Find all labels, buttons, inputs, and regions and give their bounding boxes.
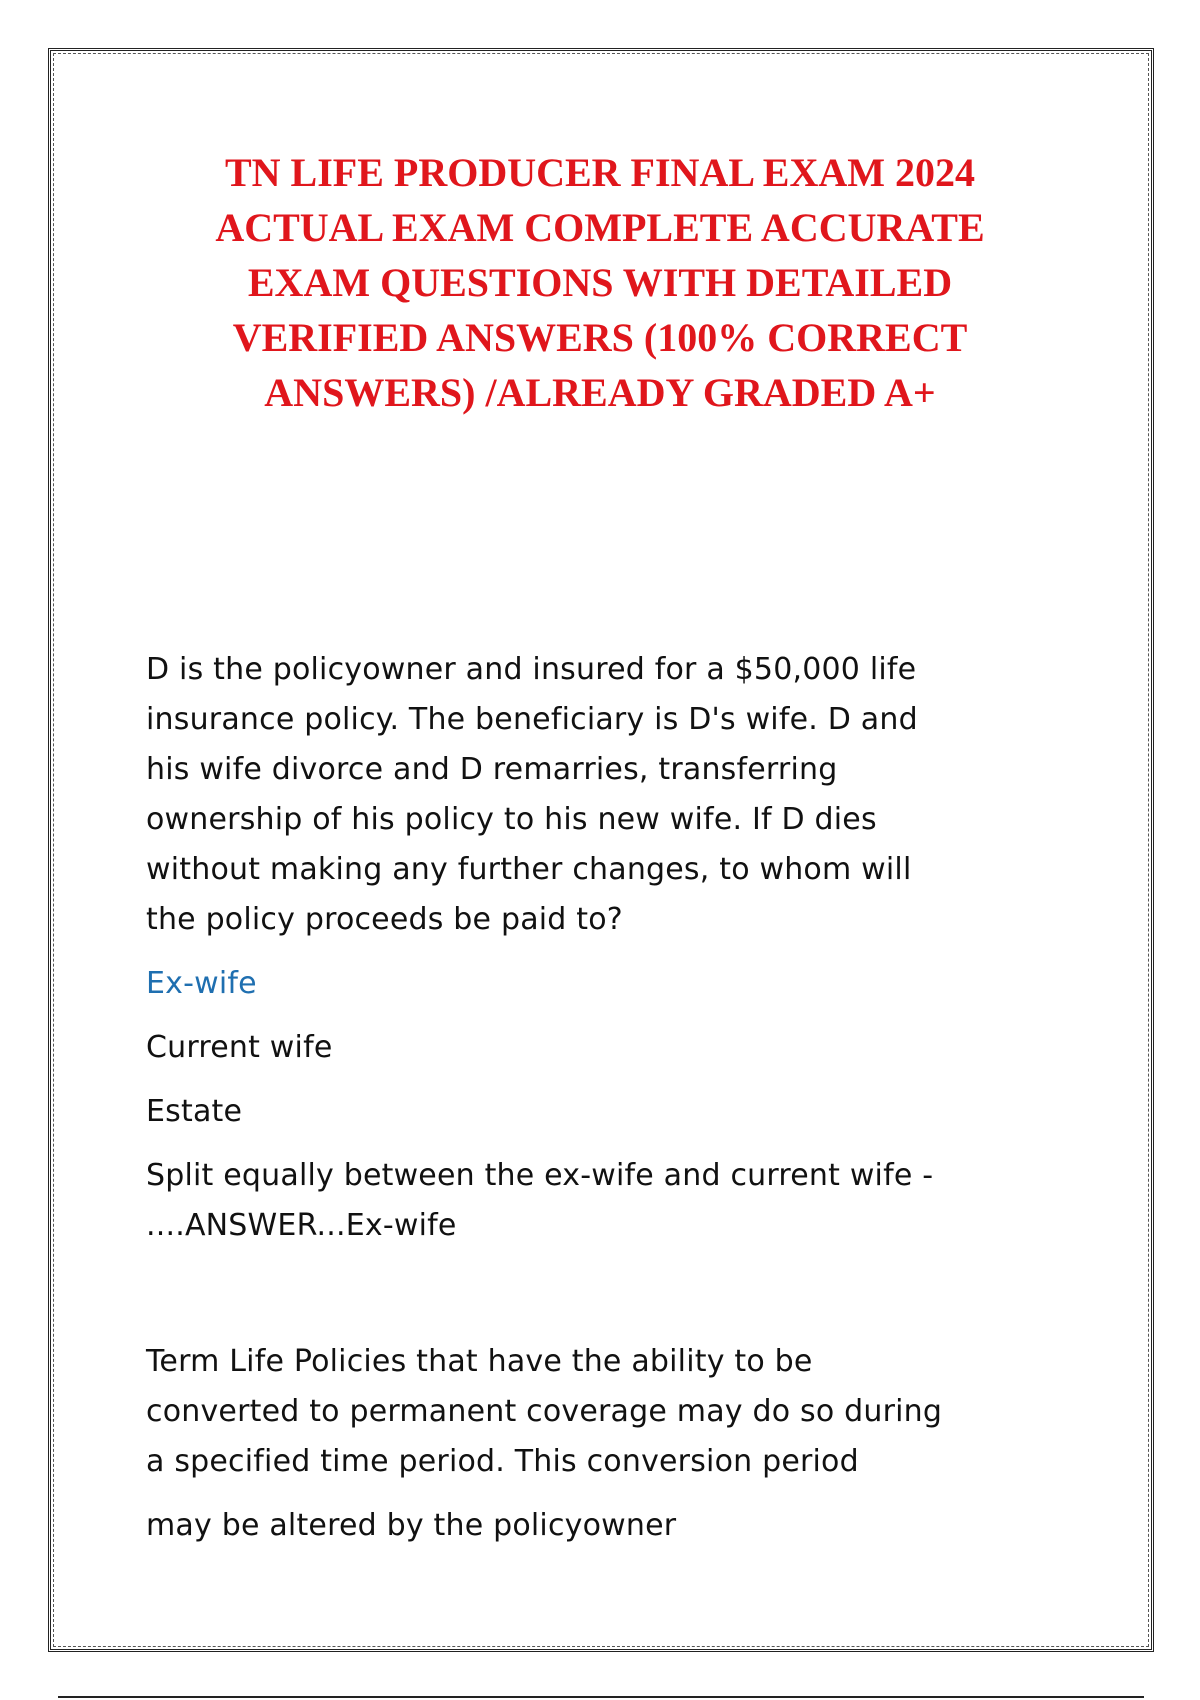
question-block-1: [146, 645, 1066, 1251]
page-bottom-rule: [58, 1696, 1144, 1698]
option-current-wife: Current wife: [146, 1030, 333, 1065]
option-split-with-answer: [146, 1151, 1066, 1251]
question-line: may be altered by the policyowner: [146, 1508, 677, 1543]
option-ex-wife: Ex-wife: [146, 966, 257, 1001]
question-line: without making any further changes, to whom will: [146, 852, 912, 887]
question-block-2: [146, 1337, 1066, 1551]
document-title: [130, 145, 1070, 420]
question-line: ownership of his policy to his new wife. If D dies: [146, 802, 877, 837]
option-estate: Estate: [146, 1094, 243, 1129]
question-line: converted to permanent coverage may do so during: [146, 1394, 943, 1429]
question-line: D is the policyowner and insured for a $50,000 life: [146, 652, 917, 687]
title-line: EXAM QUESTIONS WITH DETAILED: [247, 260, 953, 305]
question-line: Term Life Policies that have the ability to be: [146, 1344, 813, 1379]
title-line: ACTUAL EXAM COMPLETE ACCURATE: [215, 205, 985, 250]
title-line: ANSWERS) /ALREADY GRADED A+: [264, 370, 936, 415]
title-line: TN LIFE PRODUCER FINAL EXAM 2024: [224, 150, 976, 195]
question-1-text: [146, 645, 1066, 945]
answer-line: ....ANSWER...Ex-wife: [146, 1208, 457, 1243]
question-line: insurance policy. The beneficiary is D's wife. D and: [146, 702, 918, 737]
question-line: a specified time period. This conversion period: [146, 1444, 859, 1479]
title-line: VERIFIED ANSWERS (100% CORRECT: [232, 315, 968, 360]
option-split-line: Split equally between the ex-wife and current wife -: [146, 1158, 934, 1193]
question-line: his wife divorce and D remarries, transferring: [146, 752, 838, 787]
question-line: the policy proceeds be paid to?: [146, 902, 623, 937]
question-2-text: [146, 1337, 1066, 1551]
